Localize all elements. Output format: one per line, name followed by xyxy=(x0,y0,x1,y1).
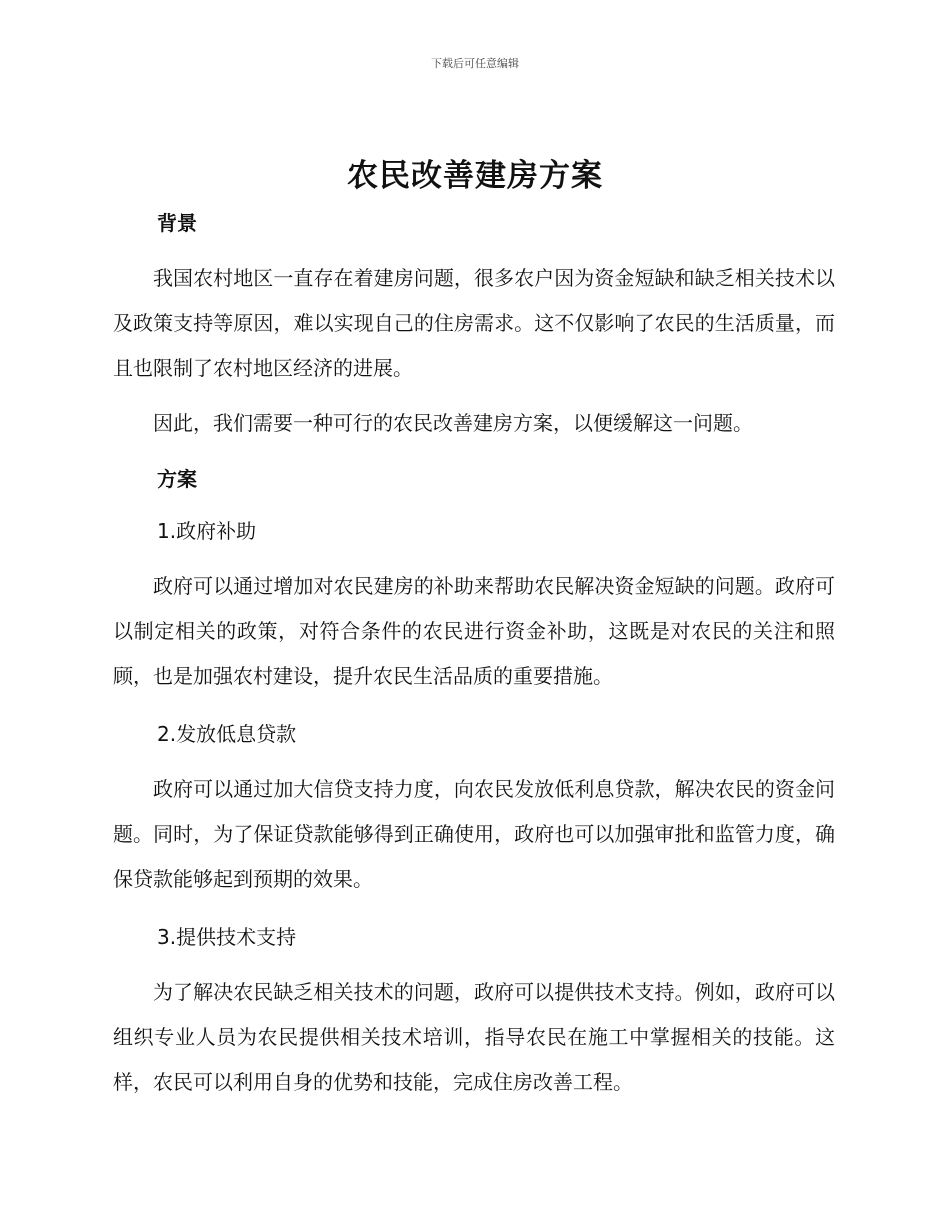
header-note: 下载后可任意编辑 xyxy=(431,57,519,70)
item-title-1: 1.政府补助 xyxy=(157,519,257,543)
paragraph-background-1: 我国农村地区一直存在着建房问题，很多农户因为资金短缺和缺乏相关技术以及政策支持等原因，难以实现自己的住房需求。这不仅影响了农民的生活质量，而且也限制了农村地区经济的进展。 xyxy=(113,266,835,380)
section-heading-background: 背景 xyxy=(157,211,197,235)
item-title-2: 2.发放低息贷款 xyxy=(157,722,297,746)
paragraph-item-3: 为了解决农民缺乏相关技术的问题，政府可以提供技术支持。例如，政府可以组织专业人员为农民提供相关技术培训，指导农民在施工中掌握相关的技能。这样，农民可以利用自身的优势和技能，完成住房改善工程。 xyxy=(113,980,835,1094)
section-heading-plan: 方案 xyxy=(157,467,197,491)
document-body xyxy=(113,200,835,1105)
item-title-3: 3.提供技术支持 xyxy=(157,925,297,949)
paragraph-item-2: 政府可以通过加大信贷支持力度，向农民发放低利息贷款，解决农民的资金问题。同时，为了保证贷款能够得到正确使用，政府也可以加强审批和监管力度，确保贷款能够起到预期的效果。 xyxy=(113,777,835,891)
document-title: 农民改善建房方案 xyxy=(347,158,603,194)
paragraph-background-2: 因此，我们需要一种可行的农民改善建房方案，以便缓解这一问题。 xyxy=(153,411,753,435)
paragraph-item-1: 政府可以通过增加对农民建房的补助来帮助农民解决资金短缺的问题。政府可以制定相关的政策，对符合条件的农民进行资金补助，这既是对农民的关注和照顾，也是加强农村建设，提升农民生活品质的重要措施。 xyxy=(113,574,835,688)
